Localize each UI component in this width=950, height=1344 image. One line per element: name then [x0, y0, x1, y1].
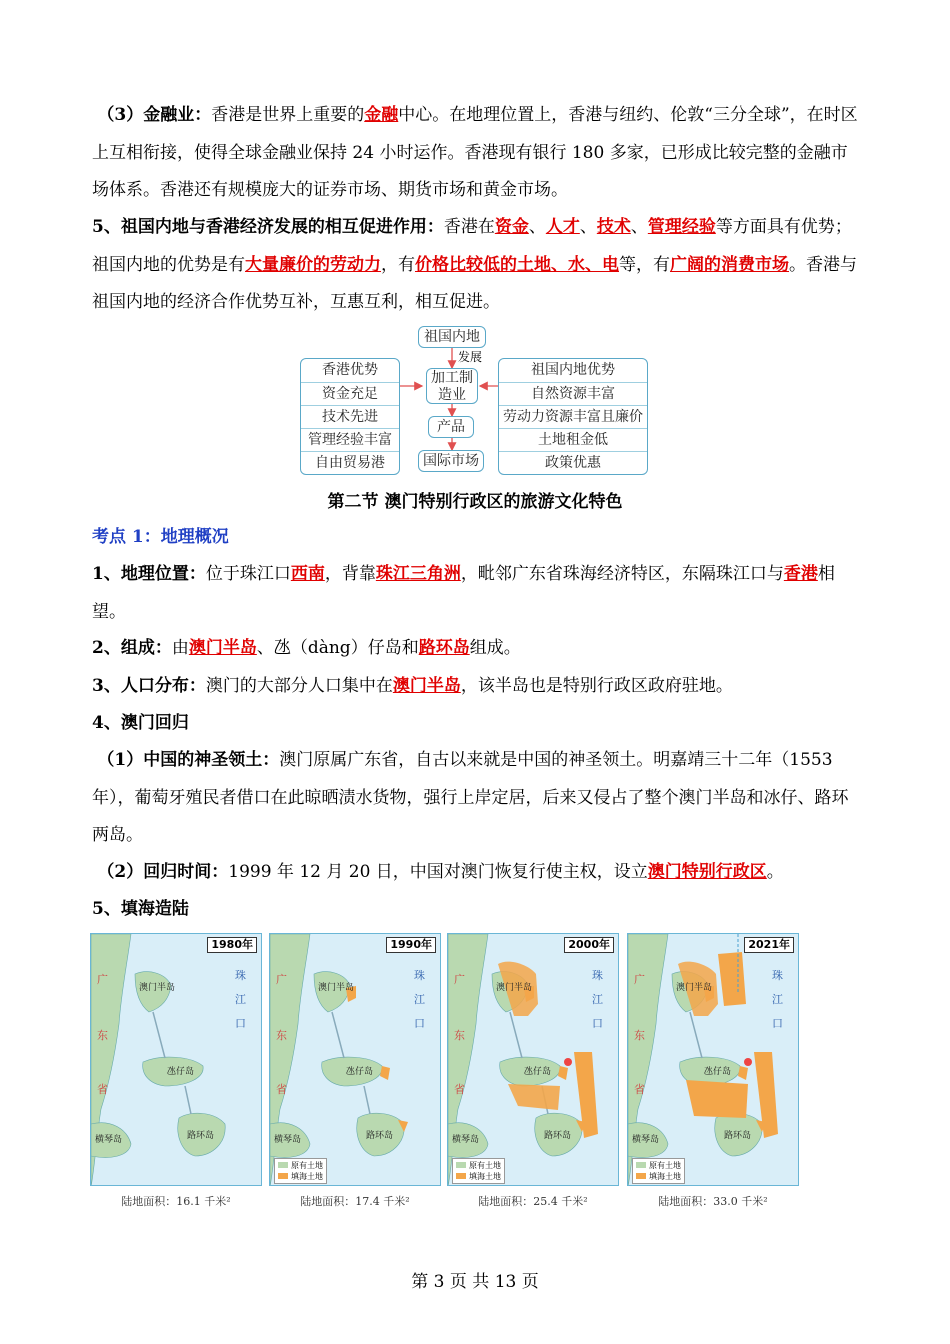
province-label: 东 — [276, 1029, 287, 1042]
province-label: 广 — [454, 973, 465, 986]
product-box: 产品 — [428, 416, 474, 438]
province-label: 东 — [97, 1029, 108, 1042]
legend-new-land: 填海土地 — [456, 1171, 501, 1182]
label: 1、地理位置： — [92, 564, 206, 584]
map-caption: 陆地面积：16.1 千米² — [121, 1195, 231, 1208]
highlight: 珠江三角洲 — [375, 564, 461, 584]
river-label: 口 — [772, 1017, 783, 1030]
label: 2、组成： — [92, 638, 172, 658]
highlight: 资金 — [494, 217, 529, 237]
peninsula-label: 澳门半岛 — [676, 983, 713, 993]
province-label: 省 — [97, 1083, 108, 1096]
province-label: 东 — [634, 1029, 645, 1042]
river-label: 珠 — [592, 969, 603, 982]
highlight: 管理经验 — [647, 217, 716, 237]
highlight: 澳门半岛 — [392, 676, 461, 696]
map-legend — [632, 1158, 685, 1184]
highlight: 路环岛 — [418, 638, 470, 658]
mainland-advantage-item: 政策优惠 — [499, 451, 647, 474]
paragraph-population — [92, 668, 862, 706]
text: 。香港与祖国内地的经济合作优势互补，互惠互利，相互促进。 — [92, 254, 857, 312]
international-market-box: 国际市场 — [418, 450, 484, 472]
peninsula-label: 澳门半岛 — [139, 983, 176, 993]
hk-advantages-box — [300, 358, 400, 475]
hk-advantage-item: 香港优势 — [322, 362, 378, 378]
highlight: 广阔的消费市场 — [670, 254, 789, 275]
highlight: 人才 — [545, 217, 580, 237]
highlight: 技术 — [596, 217, 631, 237]
peninsula-label: 澳门半岛 — [496, 983, 533, 993]
highlight: 价格比较低的土地、水、电 — [415, 254, 619, 275]
highlight: 金融 — [364, 105, 399, 125]
mainland-advantage-item: 劳动力资源丰富且廉价 — [499, 405, 647, 428]
map-legend — [274, 1158, 327, 1184]
paragraph-return-time — [92, 854, 862, 892]
legend-old-land: 原有土地 — [636, 1160, 681, 1171]
hk-advantage-item: 管理经验丰富 — [301, 428, 399, 451]
page-footer: 第 3 页 共 13 页 — [411, 1272, 539, 1292]
text: 、氹（dàng）仔岛和 — [256, 638, 419, 658]
text: 组成。 — [469, 638, 521, 658]
river-label: 口 — [235, 1017, 246, 1030]
text: ，毗邻广东省珠海经济特区，东隔珠江口与 — [460, 564, 784, 584]
macau-map — [90, 933, 262, 1186]
text: 1999 年 12 月 20 日，中国对澳门恢复行使主权，设立 — [228, 862, 648, 882]
map-caption: 陆地面积：25.4 千米² — [478, 1195, 588, 1208]
text: 中心。在地理位置上，香港与纽约、伦敦“三分全球”，在时区上互相衔接，使得全球金融业保持 24 小时运作。香港现有银行 180 多家，已形成比较完整的金融市场体系。香港还有规模庞大的证券市场、期货市场和黄金市场。 — [92, 105, 858, 200]
section-title: 第二节 澳门特别行政区的旅游文化特色 — [327, 492, 623, 512]
river-label: 珠 — [235, 969, 246, 982]
taipa-label: 氹仔岛 — [524, 1067, 552, 1077]
river-label: 江 — [592, 993, 603, 1006]
text: ，背靠 — [324, 564, 376, 584]
hk-advantage-item: 技术先进 — [301, 405, 399, 428]
paragraph-mutual-promotion — [92, 209, 862, 322]
text: ，有 — [381, 254, 415, 275]
paragraph-location — [92, 556, 862, 631]
province-label: 广 — [97, 973, 108, 986]
map-legend — [452, 1158, 505, 1184]
section-label: 5、祖国内地与香港经济发展的相互促进作用： — [92, 217, 444, 237]
macau-map — [627, 933, 799, 1186]
province-label: 省 — [634, 1083, 645, 1096]
label: （1）中国的神圣领土： — [97, 750, 280, 770]
map-caption: 陆地面积：17.4 千米² — [300, 1195, 410, 1208]
finance-label: （3）金融业： — [97, 105, 212, 125]
river-label: 口 — [414, 1017, 425, 1030]
river-label: 江 — [235, 993, 246, 1006]
province-label: 广 — [634, 973, 645, 986]
province-label: 广 — [276, 973, 287, 986]
cooperation-flowchart — [300, 326, 650, 476]
text: 香港是世界上重要的 — [211, 105, 365, 125]
river-label: 珠 — [414, 969, 425, 982]
map-caption: 陆地面积：33.0 千米² — [658, 1195, 768, 1208]
label: 3、人口分布： — [92, 676, 206, 696]
mainland-advantage-item: 祖国内地优势 — [531, 362, 615, 378]
highlight: 西南 — [290, 564, 325, 584]
hengqin-label: 横琴岛 — [274, 1135, 302, 1145]
coloane-label: 路环岛 — [724, 1131, 752, 1141]
legend-new-land: 填海土地 — [636, 1171, 681, 1182]
paragraph-finance — [92, 97, 862, 210]
map-year-label: 1980年 — [207, 937, 257, 953]
text: 澳门的大部分人口集中在 — [205, 676, 393, 696]
paragraph-return-heading: 4、澳门回归 — [92, 713, 189, 733]
hengqin-label: 横琴岛 — [95, 1135, 123, 1145]
hk-advantage-item: 资金充足 — [301, 382, 399, 405]
hk-advantage-item: 自由贸易港 — [301, 451, 399, 474]
text: 相望。 — [92, 564, 835, 622]
taipa-label: 氹仔岛 — [167, 1067, 195, 1077]
legend-new-land: 填海土地 — [278, 1171, 323, 1182]
text: 澳门原属广东省，自古以来就是中国的神圣领土。明嘉靖三十二年（1553 年），葡萄牙殖民者借口在此晾晒渍水货物，强行上岸定居，后来又侵占了整个澳门半岛和冰仔、路环两岛。 — [92, 750, 849, 845]
taipa-label: 氹仔岛 — [346, 1067, 374, 1077]
highlight: 香港 — [783, 564, 818, 584]
coloane-label: 路环岛 — [366, 1131, 394, 1141]
hengqin-label: 横琴岛 — [632, 1135, 660, 1145]
text: 、 — [579, 217, 597, 237]
text: 等，有 — [619, 254, 670, 275]
label: （2）回归时间： — [97, 862, 229, 882]
highlight: 澳门特别行政区 — [647, 862, 767, 882]
paragraph-sacred-territory — [92, 742, 862, 855]
map-year-label: 2021年 — [744, 937, 794, 953]
text: 位于珠江口 — [205, 564, 291, 584]
text: 。 — [766, 862, 784, 882]
highlight: 澳门半岛 — [188, 638, 257, 658]
macau-map — [269, 933, 441, 1186]
coloane-label: 路环岛 — [187, 1131, 215, 1141]
manufacturing-box: 加工制造业 — [426, 368, 478, 404]
coloane-label: 路环岛 — [544, 1131, 572, 1141]
province-label: 东 — [454, 1029, 465, 1042]
map-year-label: 1990年 — [386, 937, 436, 953]
river-label: 珠 — [772, 969, 783, 982]
mainland-box: 祖国内地 — [418, 326, 486, 348]
legend-old-land: 原有土地 — [456, 1160, 501, 1171]
map-year-label: 2000年 — [564, 937, 614, 953]
macau-map — [447, 933, 619, 1186]
reclamation-maps — [90, 933, 800, 1218]
province-label: 省 — [276, 1083, 287, 1096]
text: 香港在 — [443, 217, 495, 237]
develop-label: 发展 — [458, 350, 483, 364]
highlight: 大量廉价的劳动力 — [245, 254, 381, 275]
river-label: 江 — [772, 993, 783, 1006]
paragraph-reclamation-heading: 5、填海造陆 — [92, 899, 189, 919]
peninsula-label: 澳门半岛 — [318, 983, 355, 993]
text: 等方面具有优势；祖国内地的优势是有 — [92, 217, 852, 275]
mainland-advantage-item: 自然资源丰富 — [499, 382, 647, 405]
text: 由 — [171, 638, 189, 658]
text: 、 — [528, 217, 546, 237]
legend-old-land: 原有土地 — [278, 1160, 323, 1171]
mainland-advantage-item: 土地租金低 — [499, 428, 647, 451]
text: ，该半岛也是特别行政区政府驻地。 — [460, 676, 733, 696]
river-label: 江 — [414, 993, 425, 1006]
river-label: 口 — [592, 1017, 603, 1030]
mainland-advantages-box — [498, 358, 648, 475]
paragraph-composition — [92, 630, 862, 668]
taipa-label: 氹仔岛 — [704, 1067, 732, 1077]
kaodian-heading: 考点 1：地理概况 — [92, 527, 229, 547]
hengqin-label: 横琴岛 — [452, 1135, 480, 1145]
province-label: 省 — [454, 1083, 465, 1096]
text: 、 — [630, 217, 648, 237]
